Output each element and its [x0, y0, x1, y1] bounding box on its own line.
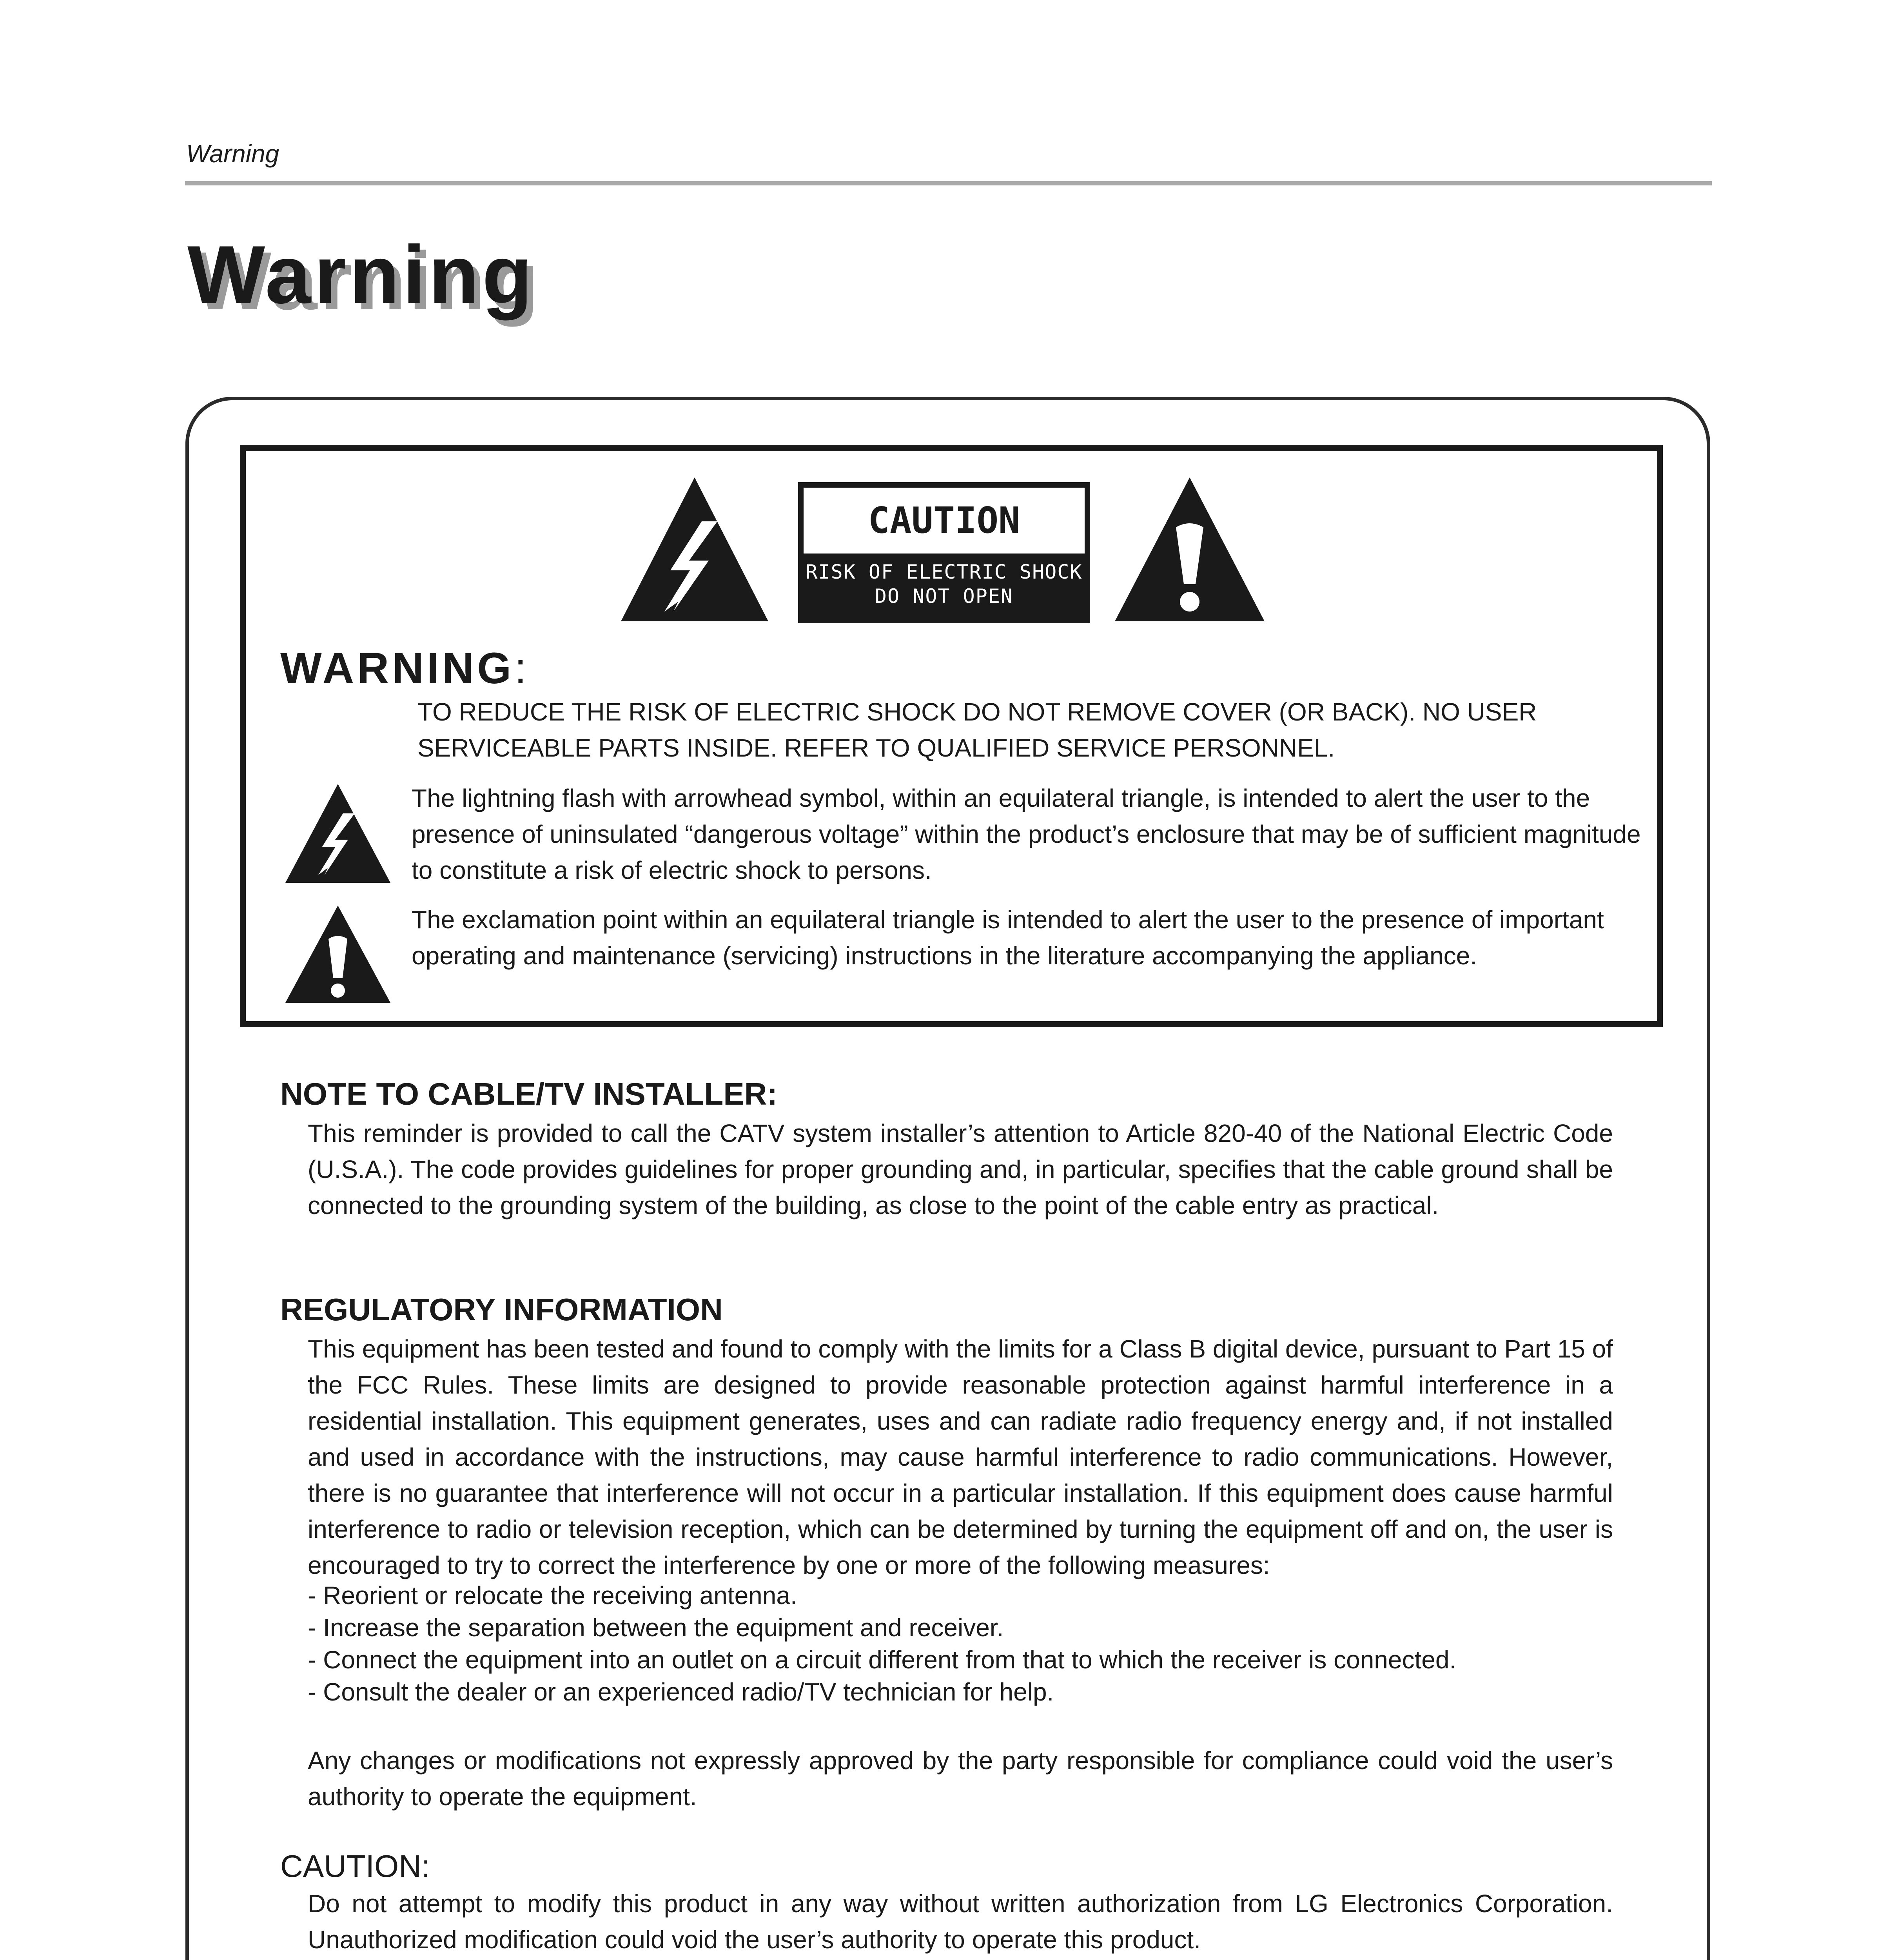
regulatory-heading: REGULATORY INFORMATION: [280, 1292, 723, 1327]
warning-caps-text: TO REDUCE THE RISK OF ELECTRIC SHOCK DO NOT REMOVE COVER (OR BACK). NO USER SERVICEABLE PARTS INSIDE. REFER TO QUALIFIED SERVICE PERSONNEL.: [417, 698, 1537, 762]
exclamation-triangle-small-icon: [285, 906, 390, 1003]
running-header: Warning: [186, 140, 279, 168]
caution-label: [798, 482, 1090, 623]
cable-note-text: This reminder is provided to call the CATV system installer’s attention to Article 820-40 of the National Electric Code (U.S.A.). The code provides guidelines for proper grounding and, in particular, specifies that the cable ground shall be connected to the grounding system of the building, as close to the point of the cable entry as practical.: [308, 1119, 1613, 1220]
measure-item: - Consult the dealer or an experienced radio/TV technician for help.: [308, 1678, 1054, 1706]
warning-heading: [280, 643, 530, 693]
cable-note-heading: NOTE TO CABLE/TV INSTALLER:: [280, 1076, 778, 1111]
measure-item: - Connect the equipment into an outlet on a circuit different from that to which the receiver is connected.: [308, 1646, 1457, 1674]
warning-heading-text: WARNING: [280, 644, 515, 693]
measure-item: - Increase the separation between the equipment and receiver.: [308, 1613, 1004, 1642]
lightning-triangle-icon: [621, 477, 768, 621]
caution-text: Do not attempt to modify this product in any way without written authorization from LG Electronics Corporation. Unauthorized modification could void the user’s authority to operate this product.: [308, 1889, 1613, 1954]
caution-label-line2: DO NOT OPEN: [875, 585, 1014, 608]
changes-text: Any changes or modifications not expressly approved by the party responsible for compliance could void the user’s authority to operate the equipment.: [308, 1746, 1613, 1811]
exclamation-triangle-icon: [1115, 477, 1265, 621]
caution-label-title: CAUTION: [804, 488, 1085, 554]
warning-heading-colon: :: [514, 644, 530, 693]
caution-label-line1: RISK OF ELECTRIC SHOCK: [806, 561, 1083, 583]
measure-item: - Reorient or relocate the receiving antenna.: [308, 1581, 797, 1610]
caution-heading: CAUTION:: [280, 1849, 430, 1884]
exclamation-explanation: The exclamation point within an equilateral triangle is intended to alert the user to the presence of important operating and maintenance (servicing) instructions in the literature accompanying the appliance.: [412, 906, 1604, 970]
lightning-explanation: The lightning flash with arrowhead symbol, within an equilateral triangle, is intended to alert the user to the presence of uninsulated “dangerous voltage” within the product’s enclosure that may be of sufficient magnitude to constitute a risk of electric shock to persons.: [412, 784, 1641, 884]
page-title: Warning: [187, 229, 536, 321]
regulatory-text: This equipment has been tested and found to comply with the limits for a Class B digital device, pursuant to Part 15 of the FCC Rules. These limits are designed to provide reasonable protection against harmful interference in a residential installation. This equipment generates, uses and can radiate radio frequency energy and, if not installed and used in accordance with the instructions, may cause harmful interference to radio communications. However, there is no guarantee that interference will not occur in a particular installation. If this equipment does cause harmful interference to radio or television reception, which can be determined by turning the equipment off and on, the user is encouraged to try to correct the interference by one or more of the following measures:: [308, 1335, 1613, 1579]
lightning-triangle-small-icon: [285, 784, 390, 883]
